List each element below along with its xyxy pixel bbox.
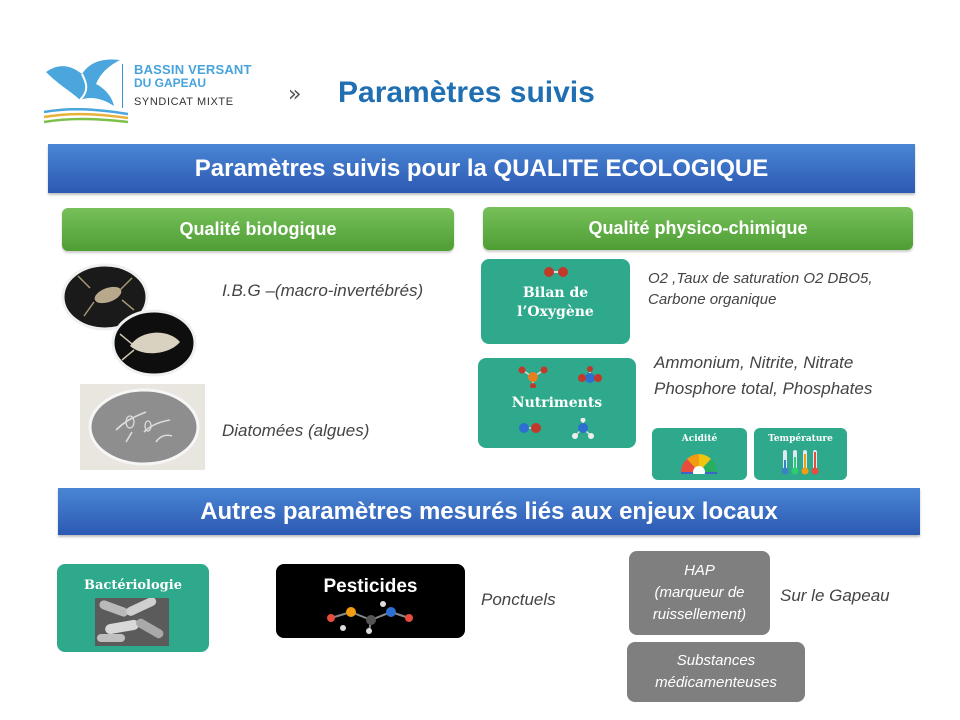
oxygen-balance-label-1: Bilan de (522, 285, 589, 301)
section-banner-local (58, 488, 920, 535)
logo-divider (122, 64, 123, 108)
nutrients-desc-line1: Ammonium, Nitrite, Nitrate (654, 353, 854, 372)
nutrient-molecule-icon-2 (576, 366, 604, 388)
macroinvertebrate-photo-2 (110, 308, 198, 378)
pesticide-molecule-icon (321, 600, 421, 634)
pesticides-note: Ponctuels (481, 590, 556, 609)
diatom-text: Diatomées (algues) (222, 421, 370, 440)
biological-quality-button[interactable] (62, 208, 454, 251)
bird-logo-icon (42, 52, 132, 124)
oxygen-balance-card[interactable] (481, 259, 630, 344)
acidity-card[interactable] (652, 428, 747, 480)
nutrients-desc-line2: Phosphore total, Phosphates (654, 379, 873, 398)
physicochemical-quality-button[interactable] (483, 207, 913, 250)
ibg-text: I.B.G –(macro-invertébrés) (222, 281, 424, 300)
bacteriology-label: Bactériologie (84, 578, 182, 593)
oxygen-desc (648, 268, 873, 310)
ph-wheel-icon (678, 450, 720, 474)
logo-line2: DU GAPEAU (134, 76, 207, 90)
macroinvertebrate-photos (60, 262, 205, 382)
nutrient-molecule-icon-3 (516, 420, 544, 436)
hap-note: Sur le Gapeau (780, 586, 890, 605)
hap-line3: ruissellement) (652, 606, 747, 623)
nutrients-card[interactable] (478, 358, 636, 448)
bacteriology-card[interactable] (57, 564, 209, 652)
medicinal-substances-card[interactable] (627, 642, 805, 702)
diatom-icon (86, 386, 202, 468)
oxygen-molecule-icon (543, 266, 569, 278)
physicochemical-quality-label: Qualité physico-chimique (588, 218, 808, 238)
hap-line1: HAP (684, 562, 715, 579)
thermometer-icon (779, 448, 823, 476)
acidity-label: Acidité (681, 434, 718, 444)
page-title: Paramètres suivis (338, 76, 595, 109)
substances-line1: Substances (676, 652, 756, 669)
hap-card[interactable] (629, 551, 770, 635)
pesticides-label: Pesticides (323, 576, 418, 597)
logo-line3: SYNDICAT MIXTE (134, 96, 234, 108)
oxygen-balance-label-2: l’Oxygène (517, 304, 594, 320)
section-banner-title: Paramètres suivis pour la QUALITE ECOLOGIQUE (194, 154, 769, 182)
temperature-card[interactable] (754, 428, 847, 480)
diatom-photo (80, 384, 205, 470)
nutrients-label: Nutriments (511, 395, 603, 411)
temperature-label: Température (768, 434, 833, 444)
substances-line2: médicamenteuses (655, 674, 777, 691)
nutrient-molecule-icon-1 (518, 366, 548, 388)
section-banner-local-title: Autres paramètres mesurés liés aux enjeux locaux (200, 497, 778, 525)
nutrient-molecule-icon-4 (570, 418, 596, 440)
oxygen-desc-line1: O2 ,Taux de saturation O2 DBO5, (648, 270, 873, 287)
hap-line2: (marqueur de (654, 584, 745, 601)
oxygen-desc-line2: Carbone organique (648, 291, 777, 308)
section-banner-ecological (48, 144, 915, 193)
biological-quality-label: Qualité biologique (179, 219, 337, 239)
bacteria-photo-icon (95, 598, 169, 646)
pesticides-card[interactable] (276, 564, 465, 638)
logo-line1: BASSIN VERSANT (134, 62, 252, 77)
nutrients-desc (654, 350, 872, 402)
chevron-icon: » (288, 82, 302, 107)
